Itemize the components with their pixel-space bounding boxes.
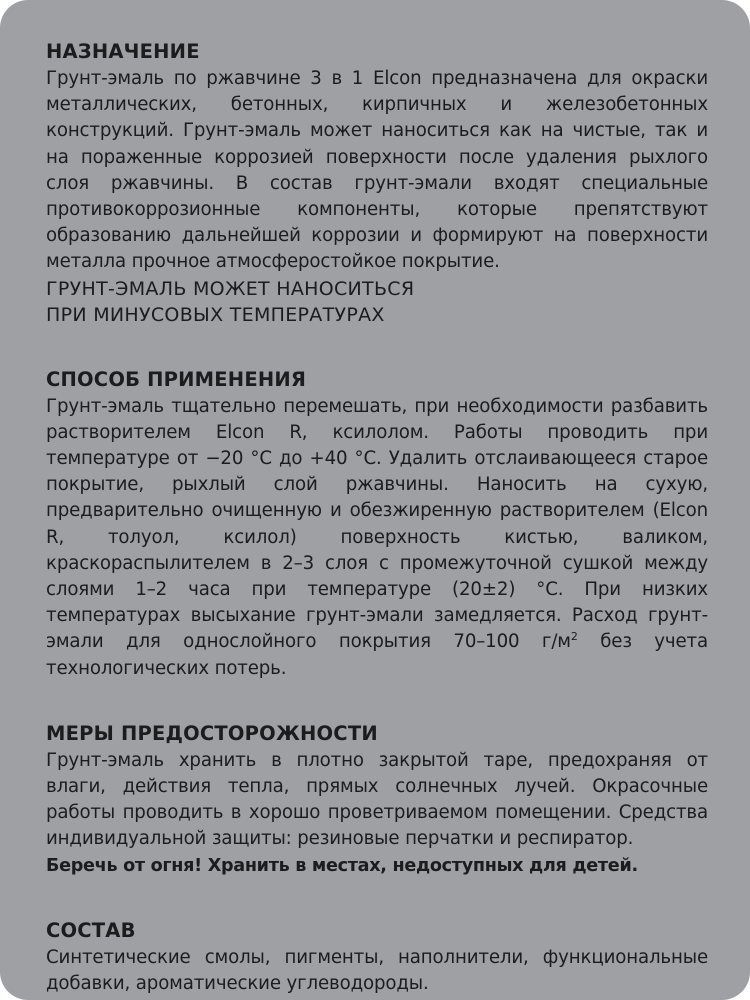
application-text-end: без учета технологических потерь. bbox=[46, 631, 708, 679]
section-precautions bbox=[46, 720, 708, 879]
section-application bbox=[46, 366, 708, 682]
purpose-note-line2: ПРИ МИНУСОВЫХ ТЕМПЕРАТУРАХ bbox=[46, 303, 385, 326]
section-title-purpose: НАЗНАЧЕНИЕ bbox=[46, 40, 200, 63]
unit-superscript: 2 bbox=[570, 630, 578, 644]
precautions-text: Грунт-эмаль хранить в плотно закрытой таре, предохраняя от влаги, действия тепла, прямых солнечных лучей. Окрасочные работы проводить в хорошо проветриваемом помещении. Средства индивидуальной защиты: резиновые перчатки и респиратор. bbox=[46, 749, 708, 850]
section-composition bbox=[46, 917, 708, 997]
purpose-text: Грунт-эмаль по ржавчине 3 в 1 Elcon предназначена для окраски металлических, бетонных, кирпичных и железобетонных конструкций. Грунт-эмаль может наноситься как на чистые, так и на пораженные коррозией поверхности после удаления рыхлого слоя ржавчины. В состав грунт-эмали входят специальные противокоррозионные компоненты, которые препятствуют образованию дальнейшей коррозии и формируют на поверхности металла прочное атмосферостойкое покрытие. bbox=[46, 68, 708, 273]
application-text-main: Грунт-эмаль тщательно перемешать, при необходимости разбавить растворителем Elcon R, ксилолом. Работы проводить при температуре от −20 °С до +40 °С. Удалить отслаивающееся старое покрытие, рыхлый слой ржавчины. Наносить на сухую, предварительно очищенную и обезжиренную растворителем (Elcon R, толуол, ксилол) поверхность кистью, валиком, краскораспылителем в 2–3 слоя с промежуточной сушкой между слоями 1–2 часа при температуре (20±2) °С. При низких температурах высыхание грунт-эмали замедляется. Расход грунт-эмали для однослойного покрытия 70–100 г/м bbox=[46, 395, 708, 653]
purpose-note-line1: ГРУНТ-ЭМАЛЬ МОЖЕТ НАНОСИТЬСЯ bbox=[46, 277, 415, 300]
composition-text: Синтетические смолы, пигменты, наполнители, функциональные добавки, ароматические углеводороды. bbox=[46, 946, 708, 994]
precautions-warning: Беречь от огня! Хранить в местах, недоступных для детей. bbox=[46, 855, 638, 876]
section-title-composition: СОСТАВ bbox=[46, 918, 136, 942]
section-title-precautions: МЕРЫ ПРЕДОСТОРОЖНОСТИ bbox=[46, 721, 378, 745]
application-text bbox=[46, 394, 708, 682]
section-purpose bbox=[46, 38, 708, 328]
section-title-application: СПОСОБ ПРИМЕНЕНИЯ bbox=[46, 367, 307, 391]
